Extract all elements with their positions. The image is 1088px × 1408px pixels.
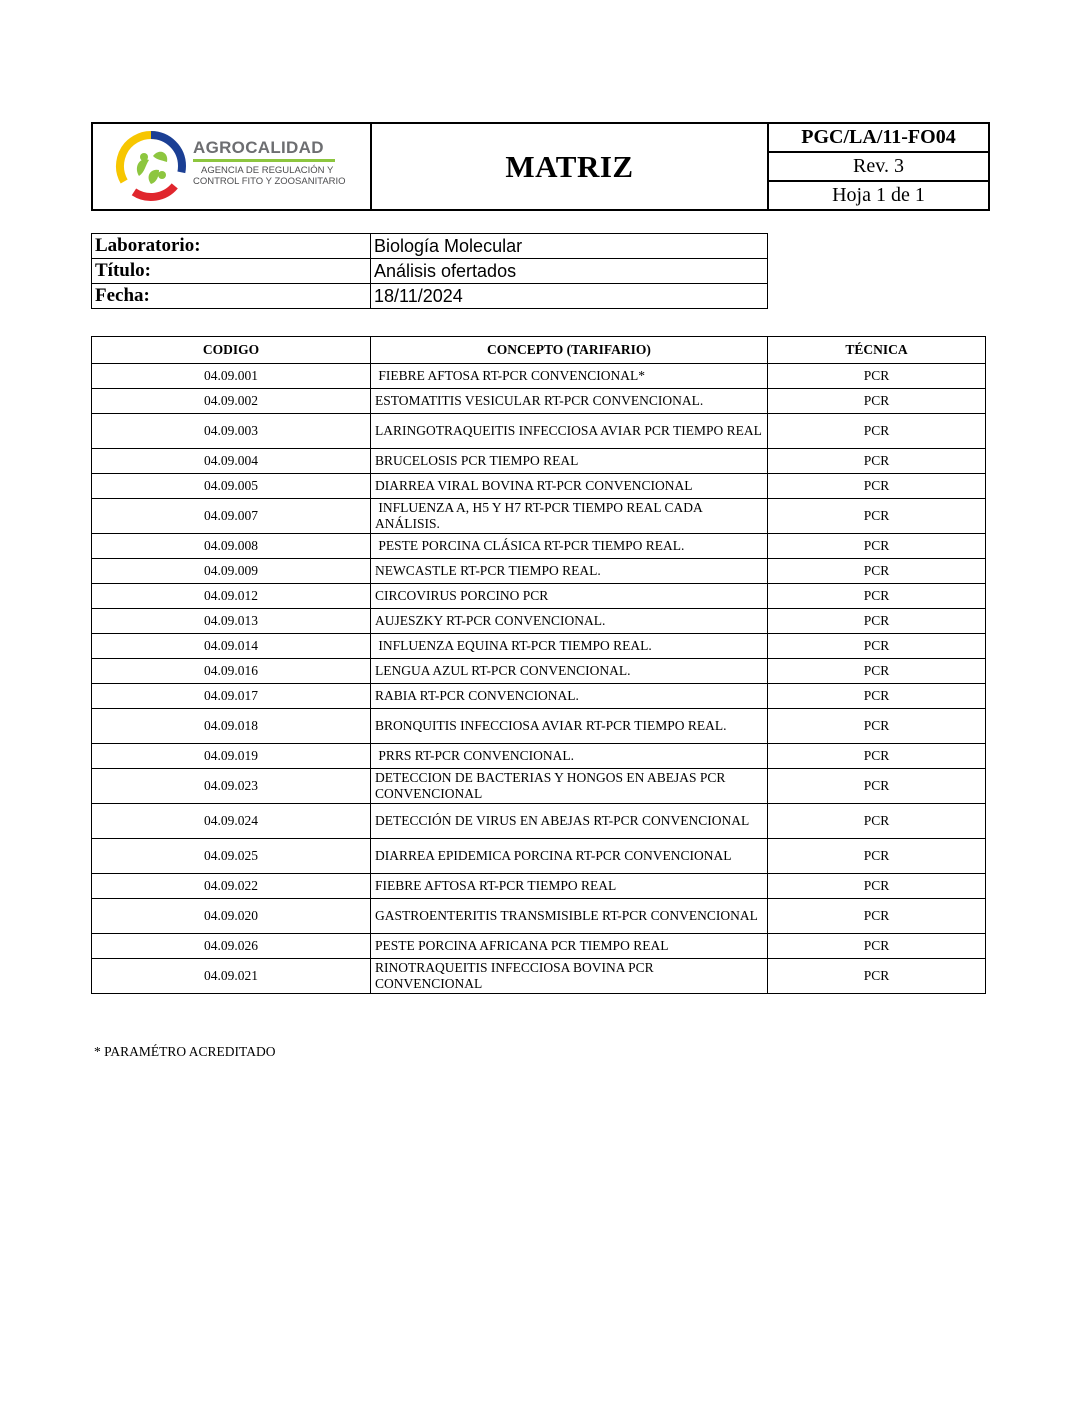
concept-cell: ESTOMATITIS VESICULAR RT-PCR CONVENCIONAL. — [371, 389, 768, 414]
concept-cell: BRONQUITIS INFECCIOSA AVIAR RT-PCR TIEMPO REAL. — [371, 709, 768, 744]
technique-cell: PCR — [768, 899, 986, 934]
concept-cell: LARINGOTRAQUEITIS INFECCIOSA AVIAR PCR TIEMPO REAL — [371, 414, 768, 449]
technique-cell: PCR — [768, 474, 986, 499]
concept-cell: PRRS RT-PCR CONVENCIONAL. — [371, 744, 768, 769]
table-row — [92, 389, 986, 414]
footnote: * PARAMÉTRO ACREDITADO — [94, 1044, 276, 1059]
technique-cell: PCR — [768, 769, 986, 804]
table-row — [92, 769, 986, 804]
concept-cell: PESTE PORCINA AFRICANA PCR TIEMPO REAL — [371, 934, 768, 959]
technique-cell: PCR — [768, 499, 986, 534]
technique-cell: PCR — [768, 744, 986, 769]
concept-cell: AUJESZKY RT-PCR CONVENCIONAL. — [371, 609, 768, 634]
technique-cell: PCR — [768, 634, 986, 659]
concept-cell: NEWCASTLE RT-PCR TIEMPO REAL. — [371, 559, 768, 584]
technique-cell: PCR — [768, 659, 986, 684]
technique-cell: PCR — [768, 534, 986, 559]
code-cell: 04.09.016 — [92, 659, 371, 684]
table-row — [92, 584, 986, 609]
table-row — [92, 709, 986, 744]
code-cell: 04.09.024 — [92, 804, 371, 839]
code-cell: 04.09.017 — [92, 684, 371, 709]
technique-cell: PCR — [768, 684, 986, 709]
concept-cell: DETECCIÓN DE VIRUS EN ABEJAS RT-PCR CONVENCIONAL — [371, 804, 768, 839]
code-cell: 04.09.021 — [92, 959, 371, 994]
technique-cell: PCR — [768, 584, 986, 609]
concept-cell: INFLUENZA A, H5 Y H7 RT-PCR TIEMPO REAL CADA ANÁLISIS. — [371, 499, 768, 534]
brand-subtitle: AGENCIA DE REGULACIÓN Y CONTROL FITO Y ZOOSANITARIO — [193, 165, 346, 187]
title-value: Análisis ofertados — [371, 259, 768, 284]
concept-cell: GASTROENTERITIS TRANSMISIBLE RT-PCR CONVENCIONAL — [371, 899, 768, 934]
brand-name: AGROCALIDAD — [193, 138, 324, 157]
code-cell: 04.09.002 — [92, 389, 371, 414]
title-label: Título: — [92, 259, 371, 284]
technique-cell: PCR — [768, 414, 986, 449]
concept-cell: FIEBRE AFTOSA RT-PCR TIEMPO REAL — [371, 874, 768, 899]
document-title: MATRIZ — [371, 123, 768, 210]
technique-cell: PCR — [768, 959, 986, 994]
table-row — [92, 744, 986, 769]
code-cell: 04.09.026 — [92, 934, 371, 959]
technique-cell: PCR — [768, 364, 986, 389]
column-header-concept: CONCEPTO (TARIFARIO) — [371, 337, 768, 364]
table-row — [92, 559, 986, 584]
code-cell: 04.09.007 — [92, 499, 371, 534]
lab-label: Laboratorio: — [92, 234, 371, 259]
concept-cell: RABIA RT-PCR CONVENCIONAL. — [371, 684, 768, 709]
code-cell: 04.09.025 — [92, 839, 371, 874]
document-meta — [768, 123, 989, 210]
technique-cell: PCR — [768, 559, 986, 584]
table-row — [92, 364, 986, 389]
table-row — [92, 804, 986, 839]
code-cell: 04.09.004 — [92, 449, 371, 474]
concept-cell: FIEBRE AFTOSA RT-PCR CONVENCIONAL* — [371, 364, 768, 389]
technique-cell: PCR — [768, 389, 986, 414]
table-row — [92, 609, 986, 634]
concept-cell: INFLUENZA EQUINA RT-PCR TIEMPO REAL. — [371, 634, 768, 659]
concept-cell: CIRCOVIRUS PORCINO PCR — [371, 584, 768, 609]
code-cell: 04.09.008 — [92, 534, 371, 559]
code-cell: 04.09.009 — [92, 559, 371, 584]
technique-cell: PCR — [768, 449, 986, 474]
concept-cell: BRUCELOSIS PCR TIEMPO REAL — [371, 449, 768, 474]
code-cell: 04.09.018 — [92, 709, 371, 744]
technique-cell: PCR — [768, 934, 986, 959]
concept-cell: RINOTRAQUEITIS INFECCIOSA BOVINA PCR CONVENCIONAL — [371, 959, 768, 994]
table-row — [92, 659, 986, 684]
code-cell: 04.09.001 — [92, 364, 371, 389]
logo-cell — [92, 123, 371, 210]
agrocalidad-logo-icon — [115, 130, 187, 202]
concept-cell: LENGUA AZUL RT-PCR CONVENCIONAL. — [371, 659, 768, 684]
table-row — [92, 474, 986, 499]
code-cell: 04.09.013 — [92, 609, 371, 634]
technique-cell: PCR — [768, 609, 986, 634]
code-cell: 04.09.005 — [92, 474, 371, 499]
table-row — [92, 684, 986, 709]
date-label: Fecha: — [92, 284, 371, 309]
table-row — [92, 874, 986, 899]
concept-cell: DIARREA EPIDEMICA PORCINA RT-PCR CONVENCIONAL — [371, 839, 768, 874]
doc-revision: Rev. 3 — [769, 152, 988, 181]
technique-cell: PCR — [768, 804, 986, 839]
code-cell: 04.09.020 — [92, 899, 371, 934]
table-row — [92, 534, 986, 559]
concept-cell: DIARREA VIRAL BOVINA RT-PCR CONVENCIONAL — [371, 474, 768, 499]
table-row — [92, 959, 986, 994]
technique-cell: PCR — [768, 839, 986, 874]
column-header-technique: TÉCNICA — [768, 337, 986, 364]
code-cell: 04.09.003 — [92, 414, 371, 449]
technique-cell: PCR — [768, 874, 986, 899]
concept-cell: PESTE PORCINA CLÁSICA RT-PCR TIEMPO REAL. — [371, 534, 768, 559]
lab-value: Biología Molecular — [371, 234, 768, 259]
code-cell: 04.09.023 — [92, 769, 371, 804]
table-row — [92, 414, 986, 449]
code-cell: 04.09.022 — [92, 874, 371, 899]
analysis-table — [91, 336, 986, 994]
column-header-code: CODIGO — [92, 337, 371, 364]
logo-text — [193, 138, 363, 187]
document-header — [91, 122, 990, 211]
doc-code: PGC/LA/11-FO04 — [769, 124, 988, 152]
code-cell: 04.09.014 — [92, 634, 371, 659]
info-table — [91, 233, 768, 309]
date-value: 18/11/2024 — [371, 284, 768, 309]
table-row — [92, 839, 986, 874]
code-cell: 04.09.019 — [92, 744, 371, 769]
doc-page: Hoja 1 de 1 — [832, 184, 925, 206]
table-row — [92, 499, 986, 534]
table-row — [92, 934, 986, 959]
brand-underline — [193, 159, 335, 162]
table-row — [92, 634, 986, 659]
concept-cell: DETECCION DE BACTERIAS Y HONGOS EN ABEJAS PCR CONVENCIONAL — [371, 769, 768, 804]
table-row — [92, 449, 986, 474]
table-row — [92, 899, 986, 934]
technique-cell: PCR — [768, 709, 986, 744]
code-cell: 04.09.012 — [92, 584, 371, 609]
